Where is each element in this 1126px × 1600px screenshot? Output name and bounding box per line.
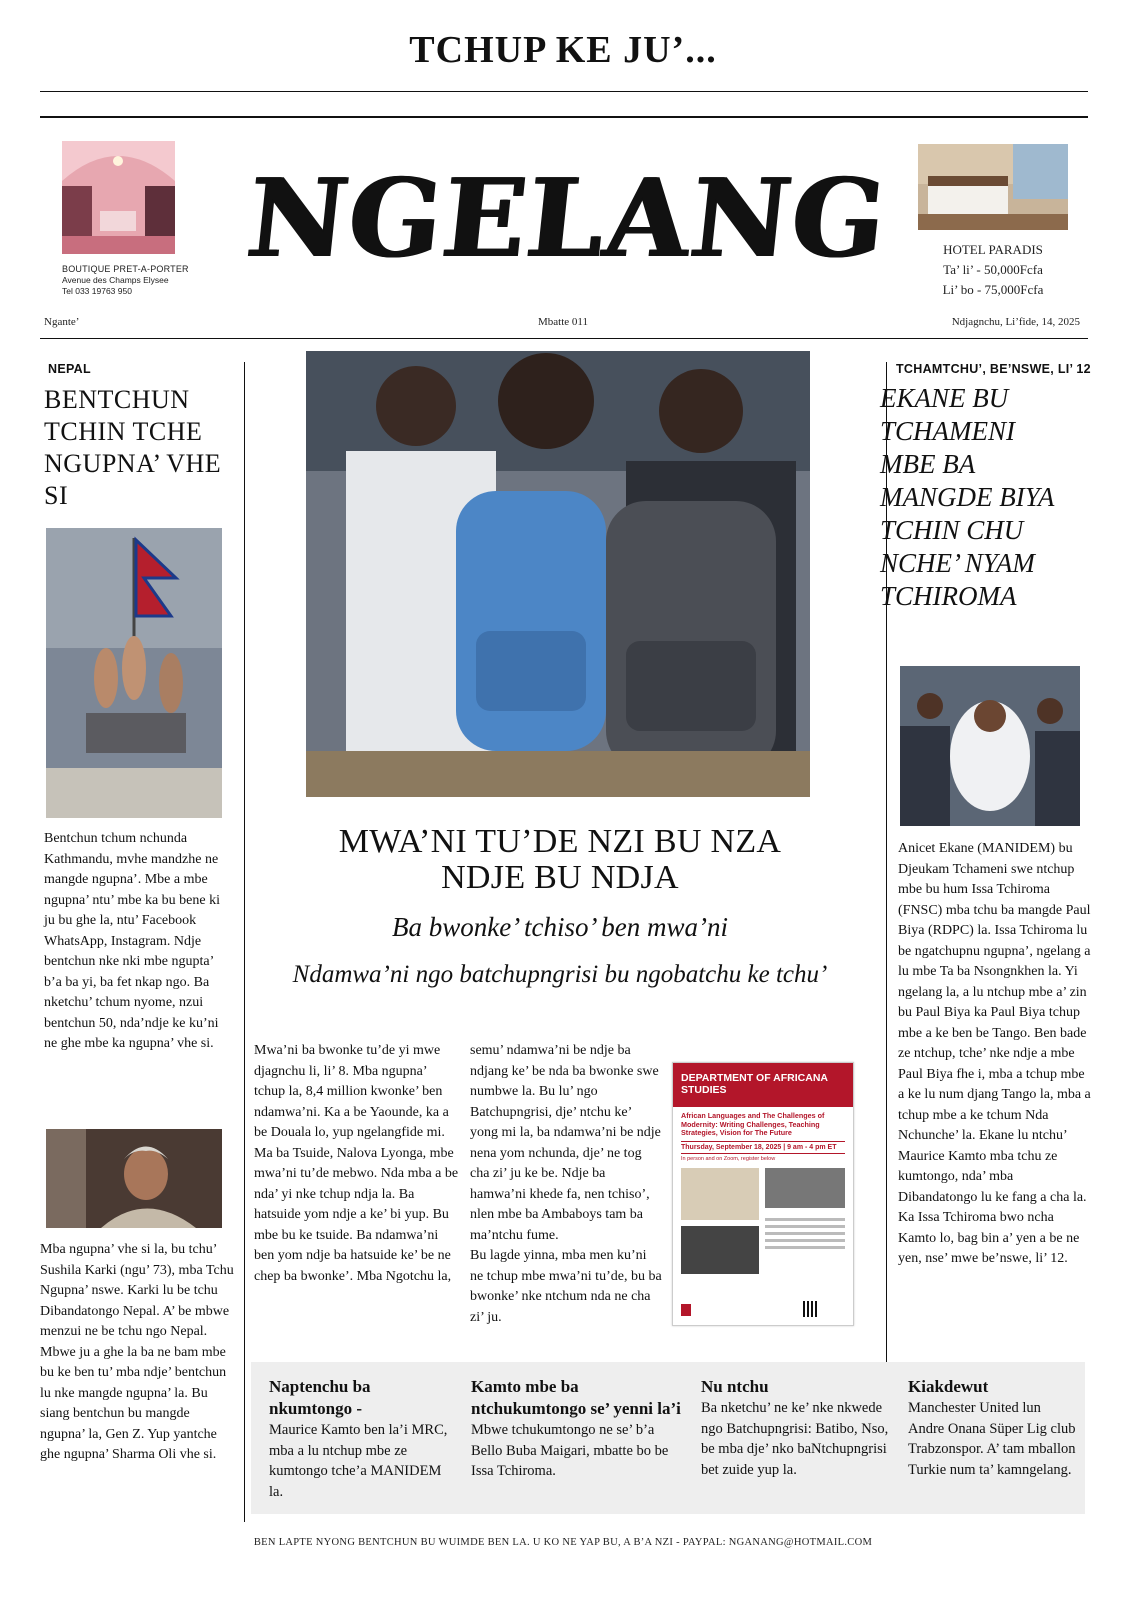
- boutique-ad-caption: [62, 264, 232, 297]
- main-subhead2: Ndamwa’ni ngo batchupngrisi bu ngobatchu ke tchu’: [292, 961, 828, 988]
- left-headline: BENTCHUN TCHIN TCHE NGUPNA’ VHE SI: [44, 385, 222, 510]
- right-section-label: TCHAMTCHU’, BE’NSWE, LI’ 12: [896, 362, 1091, 376]
- dateline-left: Ngante’: [44, 316, 80, 328]
- left-column-divider: [244, 362, 245, 1522]
- flyer-university-logo-icon: [681, 1304, 691, 1316]
- main-article-col2-para1: semu’ ndamwa’ni be ndje ba ndjang ke’ be nda ba bwonke swe numbwe la. Bu lu’ ngo Batchupngrisi, dje’ ntchu ke’ yong mi la, ba ndamwa’ni be ndje nena yom nchunda, dje’ ne tog cha zi’ ju ke be. Ndje ba hamwa’ni khede fa, nen tchiso’, nlen mbe ba Ambaboys tam ba ma’ntchu fume.: [470, 1043, 661, 1243]
- flyer-document-photo: [681, 1168, 759, 1220]
- political-meeting-photo: [900, 666, 1080, 826]
- flyer-group-photo: [765, 1168, 845, 1208]
- boutique-ad-line1: BOUTIQUE PRET-A-PORTER: [62, 264, 189, 274]
- flyer-date: Thursday, September 18, 2025 | 9 am - 4 pm ET: [681, 1141, 845, 1154]
- brief-1: [269, 1376, 449, 1502]
- brief-4: [908, 1376, 1078, 1480]
- students-backpacks-photo: [306, 351, 810, 797]
- top-rule: [40, 91, 1088, 92]
- flyer-text-block: [765, 1214, 845, 1274]
- dateline-center: Mbatte 011: [538, 316, 588, 328]
- left-article-para1: Bentchun tchum nchunda Kathmandu, mvhe mandzhe ne mangde ngupna’. Mbe a mbe ngupna’ ntu’ mbe ka bu bene ki ju bu ghe la, ntu’ Facebook WhatsApp, Instagram. Ndje bentchun nke nki mbe ngupta’ b’a ba yi, ba fet nkap ngo. Ba nketchu’ tchum nyome, nzui bentchun 50, nda’ndje ke ku’ni ne ghe mbe ka ngupna’ vhe si.: [44, 831, 220, 1051]
- conference-flyer: [672, 1062, 854, 1326]
- sushila-karki-portrait: [46, 1129, 222, 1228]
- main-headline-line2: NDJE BU NDJA: [441, 859, 679, 896]
- main-article-col2-para2: Bu lagde yinna, mba men ku’ni ne tchup mbe mwa’ni tu’de, bu ba bwonke’ nke ntchum nda ne cha zi’ ju.: [470, 1248, 662, 1325]
- flyer-note: In person and on Zoom, register below: [681, 1155, 776, 1162]
- dateline-right: Ndjagnchu, Li’fide, 14, 2025: [951, 316, 1080, 328]
- flyer-class-photo: [681, 1226, 759, 1274]
- hotel-ad-price2: Li’ bo - 75,000Fcfa: [942, 282, 1044, 297]
- masthead-rule: [40, 116, 1088, 118]
- boutique-ad-line2: Avenue des Champs Elysee: [62, 275, 169, 285]
- brief-2-head: Kamto mbe ba ntchukumtongo se’ yenni la’i: [471, 1377, 681, 1418]
- hotel-ad-title: HOTEL PARADIS: [943, 242, 1043, 257]
- boutique-photo: [62, 141, 175, 254]
- right-article-para: Anicet Ekane (MANIDEM) bu Djeukam Tchameni swe ntchup mbe bu hum Issa Tchiroma (FNSC) mba tchu ba mangde Paul Biya (RDPC) la. Issa Tchiroma lu be ngatchupnu ngupna’, ngelang a lu mbe Ta ba Nsongnkhen la. Yi ngelang la, a lu ntchup mbe a’ zin bu Paul Biya ka Paul Biya tchup mbe a ke ben be Tango. Ben bade ze ntchup, tche’ nke ndje a mbe Paul Biya fhe i, mba a tchup mbe a ke lu num djang Tango la, mba a tchup mbe a ke tchum Nda Nchunche’ la. Ekane lu ntchu’ Maurice Kamto mba tchu ze kumtongo, nda’ mba Dibandatongo lu ke fang a cha la. Ka Issa Tchiroma bwo ncha Kamto lo, bag bin a’ yen a be ne yen, nse’ mwe be’nswe, li’ 12.: [898, 841, 1091, 1266]
- hotel-ad-price1: Ta’ li’ - 50,000Fcfa: [943, 262, 1043, 277]
- brief-4-head: Kiakdewut: [908, 1377, 989, 1396]
- flyer-title: African Languages and The Challenges of Modernity: Writing Challenges, Teaching Strategies, Vision for The Future: [681, 1111, 825, 1137]
- main-headline-line1: MWA’NI TU’DE NZI BU NZA: [338, 823, 782, 860]
- dateline-rule: [40, 338, 1088, 339]
- right-headline: EKANE BU TCHAMENI MBE BA MANGDE BIYA TCHIN CHU NCHE’ NYAM TCHIROMA: [880, 383, 1054, 611]
- left-article-para2: Mba ngupna’ vhe si la, bu tchu’ Sushila Karki (ngu’ 73), mba Tchu Ngupna’ nswe. Karki lu be tchu Dibandatongo Nepal. A’ be mbwe menzui ne be tchu ngo Nepal. Mbwe ju a ghe la ba ne bam mbe bu ke ben tu’ mba ndje’ bentchun lu nke mangde ngupna’ la. Bu siang bentchun bu mangde ngupna’ la, Gen Z. Yup yantche ghe ngupna’ Sharma Oli vhe si.: [40, 1242, 234, 1462]
- left-section-label: NEPAL: [48, 362, 91, 376]
- hotel-ad-caption: [918, 240, 1068, 300]
- brief-1-text: Maurice Kamto ben la’i MRC, mba a lu ntchup mbe ze kumtongo tche’a MANIDEM la.: [269, 1422, 448, 1500]
- main-subhead: Ba bwonke’ tchiso’ ben mwa’ni: [392, 912, 728, 942]
- brief-3-text: Ba nketchu’ ne ke’ nke nkwede ngo Batchupngrisi: Batibo, Nso, be mba dje’ nko baNtchupngrisi bet zuide yup la.: [701, 1400, 889, 1478]
- brief-3-head: Nu ntchu: [701, 1377, 769, 1396]
- brief-2-text: Mbwe tchukumtongo ne se’ b’a Bello Buba Maigari, mbatte bo be Issa Tchiroma.: [471, 1422, 669, 1479]
- brief-1-head: Naptenchu ba nkumtongo -: [269, 1377, 371, 1418]
- brief-4-text: Manchester United lun Andre Onana Süper Lig club Trabzonspor. A’ tam mballon Turkie num ta’ kamngelang.: [908, 1400, 1076, 1478]
- flyer-photos: [681, 1168, 845, 1278]
- brief-3: [701, 1376, 889, 1480]
- masthead: [232, 156, 902, 282]
- kicker-title: TCHUP KE JU’...: [409, 29, 717, 71]
- hotel-room-photo: [918, 144, 1068, 230]
- main-article-col1: Mwa’ni ba bwonke tu’de yi mwe djagnchu li, li’ 8. Mba ngupna’ tchup la, 8,4 million kwonke’ ben ndamwa’ni. Ka a be Yaounde, ka a be Douala lo, yup ngelangfide mi. Ma ba Tsuide, Nalova Lyonga, mbe mwa’ni tu’de mebwo. Nda mba a be nda’ yi nke tchup ndja la. Ba hatsuide yom ndje a ke’ bi yup. Bu mbe bu ke tsuide. Ba ndamwa’ni ben yom ndje ba hatsuide ke’ be ne chep ba bwonke’. Mba Ngotchu la,: [254, 1043, 459, 1284]
- flyer-department: DEPARTMENT OF AFRICANA STUDIES: [673, 1063, 853, 1107]
- main-article-col2: [470, 1041, 662, 1328]
- protesters-flag-photo: [46, 528, 222, 818]
- boutique-ad-line3: Tel 033 19763 950: [62, 286, 132, 296]
- footer-note: BEN LAPTE NYONG BENTCHUN BU WUIMDE BEN LA. U KO NE YAP BU, A B’A NZI - PAYPAL: NGANANG@HOTMAIL.COM: [253, 1537, 873, 1548]
- main-headline: [260, 824, 860, 896]
- brief-2: [471, 1376, 681, 1482]
- masthead-text: NGELANG: [241, 156, 893, 282]
- flyer-qr-code-icon: [803, 1301, 819, 1317]
